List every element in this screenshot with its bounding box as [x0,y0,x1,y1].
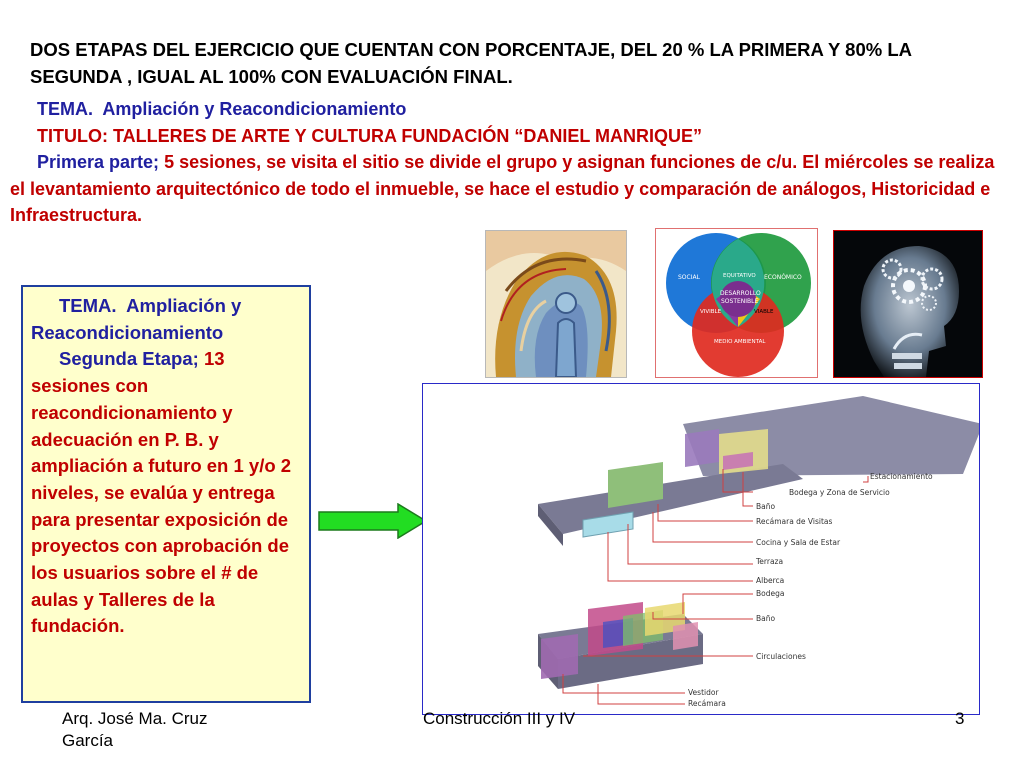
green-right-arrow [318,503,428,539]
label-alberca: Alberca [756,576,785,585]
sustainability-venn-image [655,228,818,378]
architectural-plan-image [422,383,980,715]
label-bodega-servicio: Bodega y Zona de Servicio [789,488,890,497]
intro-block [10,96,1010,229]
second-etapa-label: Segunda Etapa; [59,348,199,370]
footer-page-number: 3 [955,709,965,728]
second-tema-line [31,293,301,346]
venn-medio-ambiental: MEDIO AMBIENTAL [714,339,766,345]
venn-equitativo: EQUITATIVO [723,273,756,279]
label-bano-2: Baño [756,614,776,623]
primera-label: Primera parte; [37,152,160,172]
label-bodega: Bodega [756,589,785,598]
xray-gears-head-image [833,230,983,378]
second-stage-box [21,285,311,703]
label-cocina: Cocina y Sala de Estar [756,538,841,547]
label-terraza: Terraza [756,557,784,566]
primera-text: 5 sesiones, se visita el sitio se divide el grupo y asignan funciones de c/u. El miércoles se realiza el levantamiento arquitectónico de todo el inmueble, se hace el estudio y comparación de análogos, Historicidad e Infraestructura. [10,152,995,225]
head-illustration-image [485,230,627,378]
slide-heading: DOS ETAPAS DEL EJERCICIO QUE CUENTAN CON PORCENTAJE, DEL 20 % LA PRIMERA Y 80% LA SEGUNDA , IGUAL AL 100% CON EVALUACIÓN FINAL. [30,39,912,87]
footer-course: Construcción III y IV [423,709,576,728]
venn-economico: ECONÓMICO [764,274,802,281]
label-circulaciones: Circulaciones [756,652,806,661]
venn-desarrollo-2: SOSTENIBLE [721,298,759,305]
second-tema-value: Ampliación y Reacondicionamiento [31,295,242,343]
titulo-value: TALLERES DE ARTE Y CULTURA FUNDACIÓN “DANIEL MANRIQUE” [113,125,703,146]
footer-author: Arq. José Ma. Cruz García [62,709,208,750]
venn-social: SOCIAL [678,274,700,281]
label-estacionamiento: Estacionamiento [870,472,933,481]
titulo-line [10,123,1010,150]
venn-desarrollo-1: DESARROLLO [720,290,761,297]
second-tema-label: TEMA. [59,295,117,316]
primera-parte-paragraph [10,149,1010,229]
label-recamara: Recámara [688,699,726,708]
tema-label: TEMA. [37,99,93,119]
tema-line [10,96,1010,123]
venn-vivible: VIVIBLE [700,309,722,315]
label-recamara-visitas: Recámara de Visitas [756,517,833,526]
second-etapa-paragraph [31,346,301,640]
tema-value: Ampliación y Reacondicionamiento [102,99,407,119]
label-vestidor: Vestidor [688,688,719,697]
venn-viable: VIABLE [754,309,774,315]
second-etapa-text: 13 sesiones con reacondicionamiento y adecuación en P. B. y ampliación a futuro en 1 y/o 2 niveles, se evalúa y entrega para presentar exposición de proyectos con aprobación de los usuarios sobre el # de aulas y Talleres de la fundación. [31,348,292,637]
label-bano-1: Baño [756,502,776,511]
titulo-label: TITULO: [37,125,108,146]
